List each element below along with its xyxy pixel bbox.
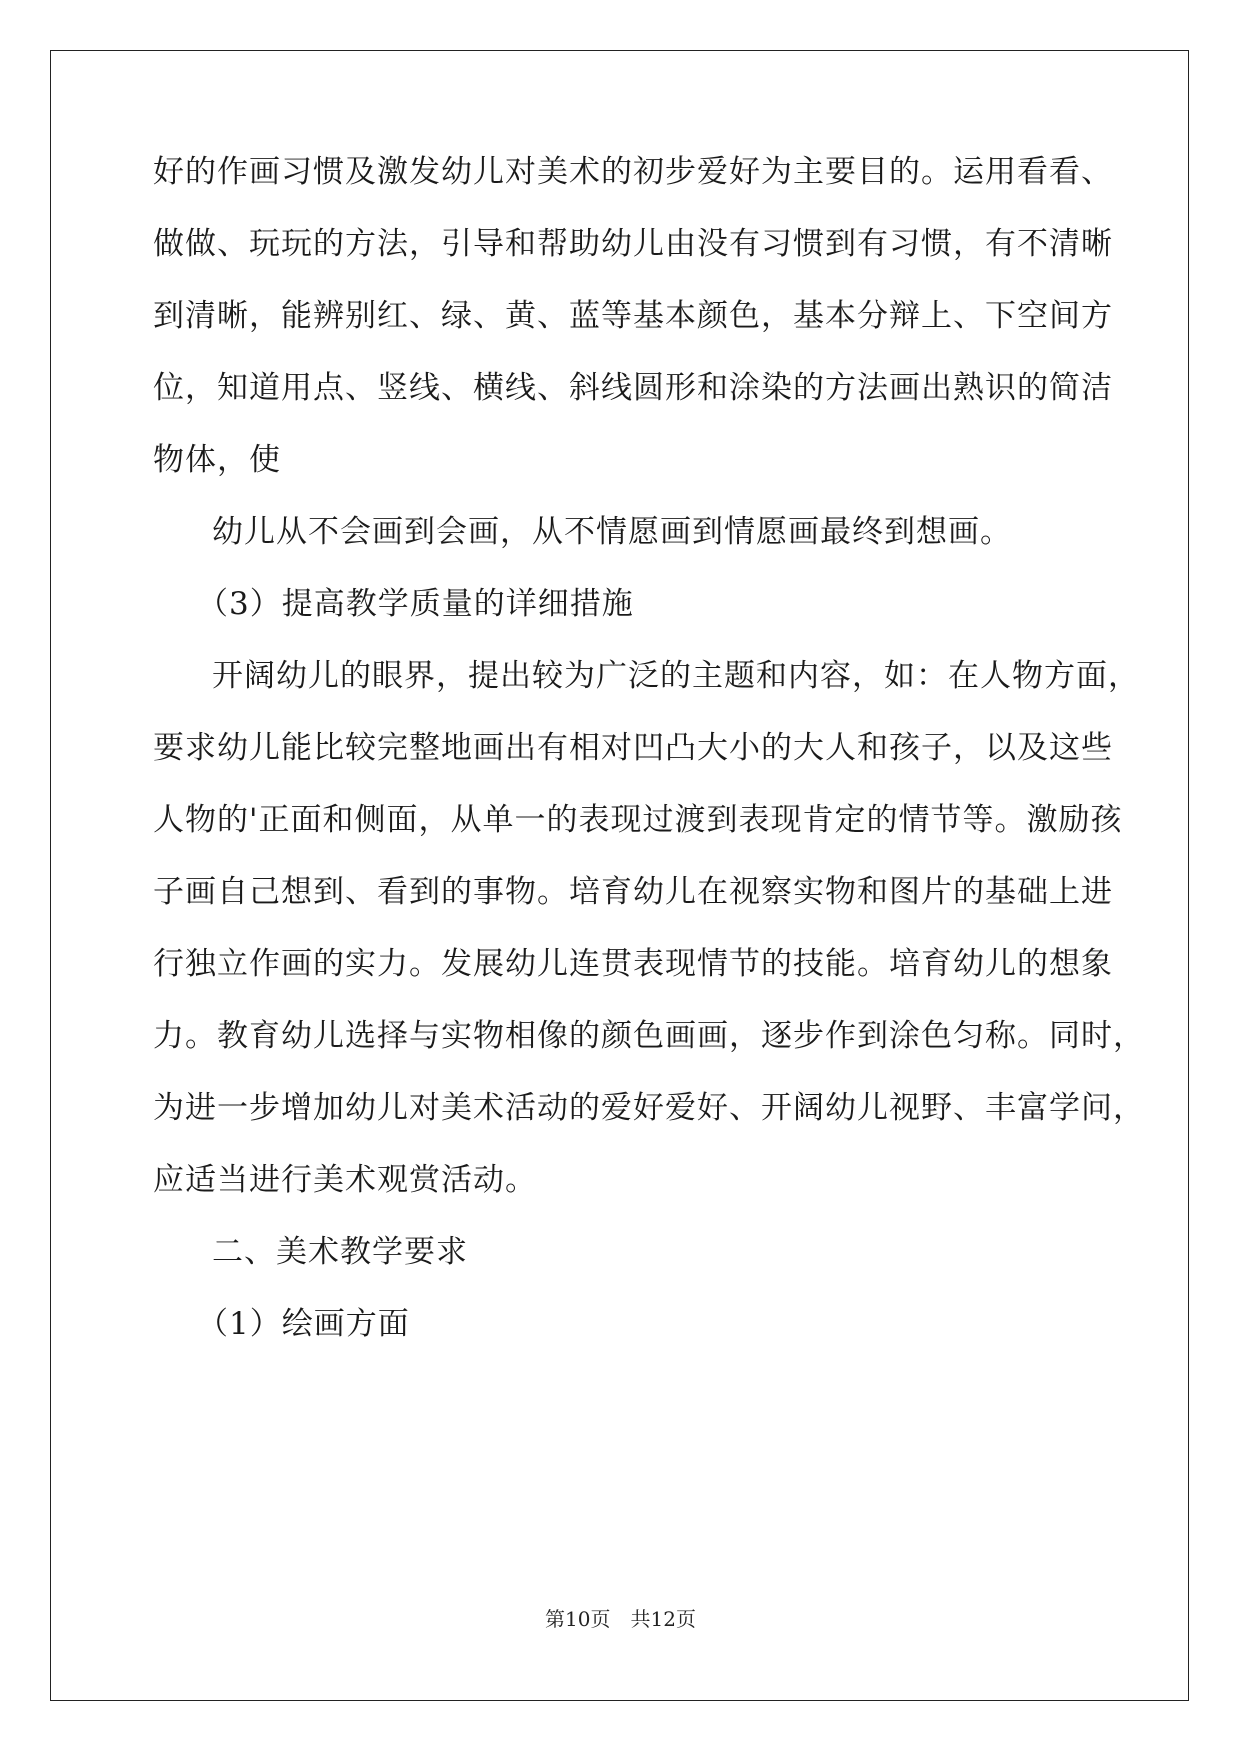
text-line: 子画自己想到、看到的事物。培育幼儿在视察实物和图片的基础上进 — [153, 874, 1113, 910]
text-line: 人物的'正面和侧面，从单一的表现过渡到表现肯定的情节等。激励孩 — [153, 802, 1123, 838]
section-heading: 二、美术教学要求 — [212, 1234, 468, 1270]
text-line: 要求幼儿能比较完整地画出有相对凹凸大小的大人和孩子，以及这些 — [153, 730, 1113, 766]
text-line: 做做、玩玩的方法，引导和帮助幼儿由没有习惯到有习惯，有不清晰 — [153, 226, 1113, 262]
text-line: 应适当进行美术观赏活动。 — [153, 1162, 537, 1198]
text-line: 位，知道用点、竖线、横线、斜线圆形和涂染的方法画出熟识的简洁 — [153, 370, 1113, 406]
text-line: 物体，使 — [153, 442, 281, 478]
page-number: 第10页 共12页 — [545, 1607, 696, 1631]
subsection-heading: （1）绘画方面 — [197, 1306, 410, 1342]
text-line: 到清晰，能辨别红、绿、黄、蓝等基本颜色，基本分辩上、下空间方 — [153, 298, 1113, 334]
text-line: 好的作画习惯及激发幼儿对美术的初步爱好为主要目的。运用看看、 — [153, 154, 1113, 190]
text-line: 为进一步增加幼儿对美术活动的爱好爱好、开阔幼儿视野、丰富学问， — [153, 1090, 1145, 1126]
paragraph-line: 开阔幼儿的眼界，提出较为广泛的主题和内容，如：在人物方面， — [212, 658, 1140, 694]
text-line: 行独立作画的实力。发展幼儿连贯表现情节的技能。培育幼儿的想象 — [153, 946, 1113, 982]
text-line: 力。教育幼儿选择与实物相像的颜色画画，逐步作到涂色匀称。同时， — [153, 1018, 1145, 1054]
section-heading: （3）提高教学质量的详细措施 — [197, 586, 634, 622]
paragraph-line: 幼儿从不会画到会画，从不情愿画到情愿画最终到想画。 — [212, 514, 1012, 550]
